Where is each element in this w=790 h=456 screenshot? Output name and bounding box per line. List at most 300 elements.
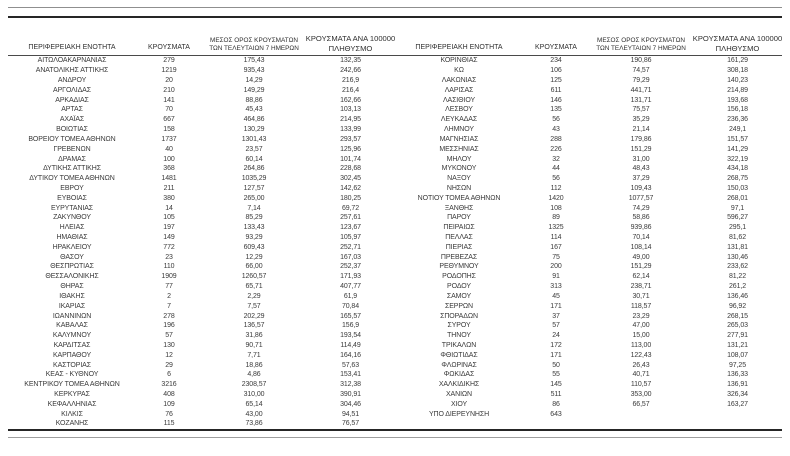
per100k-cell: 81,22: [728, 273, 747, 281]
avg7-cell: 179,86: [630, 135, 652, 143]
avg7-cell: 74,57: [632, 67, 650, 75]
avg7-cell: 18,86: [245, 361, 263, 369]
region-cell: ΘΗΡΑΣ: [60, 283, 84, 291]
cases-cell: 3216: [161, 381, 177, 389]
avg7-cell: 2,29: [247, 292, 261, 300]
avg7-cell: 130,29: [243, 126, 265, 134]
avg7-cell: 1077,57: [628, 194, 654, 202]
per100k-cell: 130,46: [727, 253, 748, 261]
avg7-cell: 149,29: [243, 86, 265, 94]
table-row: [395, 292, 782, 302]
cases-cell: 1481: [161, 175, 177, 183]
table-row: [8, 272, 395, 282]
column-header-cases-label: ΚΡΟΥΣΜΑΤΑ: [148, 44, 190, 52]
cases-cell: 89: [552, 214, 560, 222]
per100k-cell: 133,99: [340, 126, 361, 134]
avg7-cell: 74,29: [632, 204, 650, 212]
table-row: [8, 223, 395, 233]
avg7-cell: 35,29: [632, 116, 650, 124]
avg7-cell: 73,86: [245, 420, 263, 428]
avg7-cell: 122,43: [630, 351, 652, 359]
avg7-cell: 90,71: [245, 341, 263, 349]
region-cell: ΜΕΣΣΗΝΙΑΣ: [439, 145, 479, 153]
cases-cell: 100: [163, 155, 175, 163]
avg7-cell: 12,29: [245, 253, 263, 261]
column-header-per100k-line2: ΠΛΗΘΥΣΜΟ: [328, 43, 373, 53]
per100k-cell: 277,91: [727, 332, 748, 340]
avg7-cell: 45,43: [245, 106, 263, 114]
bottom-rule-thick: [8, 429, 782, 431]
cases-cell: 112: [550, 184, 562, 192]
per100k-cell: 257,61: [340, 214, 361, 222]
table-row: [8, 360, 395, 370]
cases-cell: 91: [552, 273, 560, 281]
cases-cell: 279: [163, 57, 175, 65]
avg7-cell: 310,00: [243, 391, 265, 399]
cases-cell: 1420: [548, 194, 564, 202]
table-row: [395, 203, 782, 213]
avg7-cell: 23,29: [632, 312, 650, 320]
avg7-cell: 265,00: [243, 194, 265, 202]
region-cell: ΜΥΚΟΝΟΥ: [441, 165, 477, 173]
table-row: [8, 370, 395, 380]
column-header-per100k: [306, 18, 395, 55]
region-cell: ΕΒΡΟΥ: [60, 184, 84, 192]
per100k-cell: 94,51: [341, 410, 360, 418]
avg7-cell: 65,71: [245, 283, 263, 291]
per100k-cell: 153,41: [340, 371, 361, 379]
region-cell: ΚΑΒΑΛΑΣ: [56, 322, 88, 330]
table-row: [395, 341, 782, 351]
region-cell: ΛΑΣΙΘΙΟΥ: [442, 96, 476, 104]
per100k-cell: 96,92: [728, 302, 747, 310]
column-header-per100k-line1: ΚΡΟΥΣΜΑΤΑ ΑΝΑ 100000: [692, 34, 783, 44]
cases-cell: 57: [552, 322, 560, 330]
per100k-cell: 322,19: [727, 155, 748, 163]
bottom-rule-thin: [8, 437, 782, 438]
table-row: [8, 203, 395, 213]
avg7-cell: 175,43: [243, 57, 265, 65]
cases-cell: 77: [165, 283, 173, 291]
per100k-cell: 76,57: [341, 420, 360, 428]
per100k-cell: 57,63: [341, 361, 360, 369]
table-row: [8, 115, 395, 125]
avg7-cell: 108,14: [630, 243, 652, 251]
cases-cell: 37: [552, 312, 560, 320]
region-cell: ΣΠΟΡΑΔΩΝ: [440, 312, 478, 320]
cases-cell: 380: [163, 194, 175, 202]
avg7-cell: 79,29: [632, 77, 650, 85]
avg7-cell: 238,71: [630, 283, 652, 291]
table-row: [395, 85, 782, 95]
per100k-cell: 216,4: [341, 86, 360, 94]
per100k-cell: 125,96: [340, 145, 361, 153]
region-cell: ΡΕΘΥΜΝΟΥ: [439, 263, 479, 271]
table-row: [8, 85, 395, 95]
table-row: [395, 233, 782, 243]
cases-cell: 1737: [161, 135, 177, 143]
region-cell: ΘΕΣΠΡΩΤΙΑΣ: [50, 263, 94, 271]
per100k-cell: 156,9: [341, 322, 360, 330]
per100k-cell: 216,9: [341, 77, 360, 85]
per100k-cell: 304,46: [340, 400, 361, 408]
cases-cell: 130: [163, 341, 175, 349]
cases-cell: 772: [163, 243, 175, 251]
cases-cell: 109: [163, 400, 175, 408]
per100k-cell: 193,68: [727, 96, 748, 104]
cases-cell: 226: [550, 145, 562, 153]
cases-cell: 158: [163, 126, 175, 134]
avg7-cell: 7,71: [247, 351, 261, 359]
region-cell: ΚΕΡΚΥΡΑΣ: [54, 391, 90, 399]
column-header-cases: [523, 18, 589, 55]
column-header-avg7-line2: ΤΩΝ ΤΕΛΕΥΤΑΙΩΝ 7 ΗΜΕΡΩΝ: [209, 45, 299, 52]
per100k-cell: 163,27: [727, 400, 748, 408]
avg7-cell: 136,57: [243, 322, 265, 330]
region-cell: ΠΕΛΛΑΣ: [445, 234, 473, 242]
table-row: [395, 350, 782, 360]
table-row: [8, 233, 395, 243]
avg7-cell: 66,57: [632, 400, 650, 408]
table-row: [395, 331, 782, 341]
per100k-cell: 108,07: [727, 351, 748, 359]
region-cell: ΛΑΡΙΣΑΣ: [444, 86, 474, 94]
per100k-cell: 434,18: [727, 165, 748, 173]
per100k-cell: 236,36: [727, 116, 748, 124]
avg7-cell: 62,14: [632, 273, 650, 281]
table-row: [395, 95, 782, 105]
avg7-cell: 935,43: [243, 67, 265, 75]
column-header-cases-label: ΚΡΟΥΣΜΑΤΑ: [535, 44, 577, 52]
region-cell: ΔΡΑΜΑΣ: [58, 155, 86, 163]
table-row: [395, 262, 782, 272]
per100k-cell: 312,38: [340, 381, 361, 389]
region-cell: ΓΡΕΒΕΝΩΝ: [53, 145, 91, 153]
avg7-cell: 190,86: [630, 57, 652, 65]
region-cell: ΝΑΞΟΥ: [447, 175, 471, 183]
per100k-cell: 268,75: [727, 175, 748, 183]
table-row: [395, 66, 782, 76]
avg7-cell: 40,71: [632, 371, 650, 379]
table-row: [8, 95, 395, 105]
per100k-cell: 142,62: [340, 184, 361, 192]
per100k-cell: 103,13: [340, 106, 361, 114]
region-cell: ΕΥΡΥΤΑΝΙΑΣ: [50, 204, 94, 212]
region-cell: ΙΩΑΝΝΙΝΩΝ: [52, 312, 92, 320]
cases-cell: 288: [550, 135, 562, 143]
region-cell: ΚΙΛΚΙΣ: [61, 410, 83, 418]
cases-cell: 44: [552, 165, 560, 173]
cases-cell: 56: [552, 175, 560, 183]
avg7-cell: 37,29: [632, 175, 650, 183]
per100k-cell: 81,62: [728, 234, 747, 242]
avg7-cell: 2308,57: [241, 381, 267, 389]
region-cell: ΛΕΣΒΟΥ: [445, 106, 473, 114]
per100k-cell: 114,49: [340, 341, 361, 349]
column-header-region: [8, 18, 136, 55]
column-header-per100k-line2: ΠΛΗΘΥΣΜΟ: [715, 43, 760, 53]
per100k-cell: 141,29: [727, 145, 748, 153]
per100k-cell: 101,74: [340, 155, 361, 163]
avg7-cell: 264,86: [243, 165, 265, 173]
avg7-cell: 15,00: [632, 332, 650, 340]
avg7-cell: 65,14: [245, 400, 263, 408]
region-cell: ΑΡΚΑΔΙΑΣ: [55, 96, 89, 104]
table-row: [8, 311, 395, 321]
table-row: [395, 144, 782, 154]
table-row: [395, 409, 782, 419]
cases-cell: 57: [165, 332, 173, 340]
per100k-cell: 167,03: [340, 253, 361, 261]
per100k-cell: 164,16: [340, 351, 361, 359]
region-cell: ΣΑΜΟΥ: [446, 292, 472, 300]
cases-cell: 313: [550, 283, 562, 291]
table-row: [8, 252, 395, 262]
per100k-cell: 69,72: [341, 204, 360, 212]
table-row: [395, 213, 782, 223]
avg7-cell: 464,86: [243, 116, 265, 124]
cases-cell: 55: [552, 371, 560, 379]
cases-cell: 32: [552, 155, 560, 163]
per100k-cell: 228,68: [340, 165, 361, 173]
per100k-cell: 123,67: [340, 224, 361, 232]
cases-cell: 210: [163, 86, 175, 94]
per100k-cell: 295,1: [728, 224, 747, 232]
cases-cell: 110: [163, 263, 175, 271]
region-cell: ΧΑΝΙΩΝ: [445, 391, 473, 399]
region-cell: ΒΟΙΩΤΙΑΣ: [56, 126, 88, 134]
per100k-cell: 214,89: [727, 86, 748, 94]
per100k-cell: 105,97: [340, 234, 361, 242]
per100k-cell: 265,03: [727, 322, 748, 330]
region-cell: ΘΑΣΟΥ: [60, 253, 84, 261]
table-row: [8, 321, 395, 331]
avg7-cell: 133,43: [243, 224, 265, 232]
cases-cell: 145: [550, 381, 562, 389]
cases-cell: 86: [552, 400, 560, 408]
region-cell: ΜΑΓΝΗΣΙΑΣ: [439, 135, 479, 143]
table-row: [8, 341, 395, 351]
region-cell: ΗΡΑΚΛΕΙΟΥ: [52, 243, 92, 251]
cases-cell: 368: [163, 165, 175, 173]
avg7-cell: 93,29: [245, 234, 263, 242]
cases-cell: 106: [550, 67, 562, 75]
region-cell: ΤΗΝΟΥ: [447, 332, 471, 340]
per100k-cell: 252,37: [340, 263, 361, 271]
region-cell: ΕΥΒΟΙΑΣ: [57, 194, 87, 202]
table-row: [8, 380, 395, 390]
cases-cell: 50: [552, 361, 560, 369]
cases-cell: 6: [167, 371, 171, 379]
per100k-cell: 165,57: [340, 312, 361, 320]
table-row: [8, 154, 395, 164]
cases-cell: 172: [550, 341, 562, 349]
region-cell: ΝΗΣΩΝ: [446, 184, 472, 192]
region-cell: ΗΜΑΘΙΑΣ: [56, 234, 88, 242]
cases-cell: 1219: [161, 67, 177, 75]
avg7-cell: 353,00: [630, 391, 652, 399]
table-row: [395, 223, 782, 233]
table-row: [8, 409, 395, 419]
per100k-cell: 596,27: [727, 214, 748, 222]
region-cell: ΚΑΡΔΙΤΣΑΣ: [53, 341, 91, 349]
region-cell: ΚΑΣΤΟΡΙΑΣ: [53, 361, 91, 369]
region-cell: ΙΘΑΚΗΣ: [59, 292, 85, 300]
region-cell: ΦΘΙΩΤΙΔΑΣ: [440, 351, 478, 359]
table-row: [8, 76, 395, 86]
per100k-cell: 131,21: [727, 341, 748, 349]
cases-cell: 75: [552, 253, 560, 261]
cases-cell: 12: [165, 351, 173, 359]
table-row: [8, 331, 395, 341]
table-row: [395, 105, 782, 115]
table-row: [395, 301, 782, 311]
avg7-cell: 7,14: [247, 204, 261, 212]
avg7-cell: 88,86: [245, 96, 263, 104]
avg7-cell: 441,71: [630, 86, 652, 94]
table-row: [8, 144, 395, 154]
avg7-cell: 75,57: [632, 106, 650, 114]
table-row: [8, 66, 395, 76]
per100k-cell: 156,18: [727, 106, 748, 114]
table-row: [395, 321, 782, 331]
region-cell: ΣΥΡΟΥ: [447, 322, 471, 330]
column-header-region-label: ΠΕΡΙΦΕΡΕΙΑΚΗ ΕΝΟΤΗΤΑ: [415, 44, 503, 52]
per100k-cell: 162,66: [340, 96, 361, 104]
avg7-cell: 26,43: [632, 361, 650, 369]
table-row: [8, 282, 395, 292]
avg7-cell: 113,00: [630, 341, 652, 349]
table-row: [395, 154, 782, 164]
avg7-cell: 109,43: [630, 184, 652, 192]
cases-cell: 105: [163, 214, 175, 222]
per100k-cell: 136,46: [727, 292, 748, 300]
cases-cell: 14: [165, 204, 173, 212]
table-row: [395, 125, 782, 135]
table-row: [8, 135, 395, 145]
region-cell: ΧΙΟΥ: [450, 400, 468, 408]
right-table-header: [395, 18, 782, 55]
cases-cell: 167: [550, 243, 562, 251]
region-cell: ΑΝΔΡΟΥ: [57, 77, 87, 85]
avg7-cell: 151,29: [630, 145, 652, 153]
avg7-cell: 939,86: [630, 224, 652, 232]
cases-cell: 1325: [548, 224, 564, 232]
per100k-cell: 97,25: [728, 361, 747, 369]
region-cell: ΚΑΡΠΑΘΟΥ: [52, 351, 92, 359]
per100k-cell: 326,34: [727, 391, 748, 399]
cases-cell: 211: [163, 184, 175, 192]
per100k-cell: 193,54: [340, 332, 361, 340]
region-cell: ΑΡΓΟΛΙΔΑΣ: [53, 86, 91, 94]
per100k-cell: 131,81: [727, 243, 748, 251]
table-row: [8, 350, 395, 360]
avg7-cell: 58,86: [632, 214, 650, 222]
avg7-cell: 1301,43: [241, 135, 267, 143]
avg7-cell: 70,14: [632, 234, 650, 242]
table-row: [8, 399, 395, 409]
table-row: [395, 390, 782, 400]
table-row: [8, 262, 395, 272]
column-header-cases: [136, 18, 202, 55]
column-header-avg7-line2: ΤΩΝ ΤΕΛΕΥΤΑΙΩΝ 7 ΗΜΕΡΩΝ: [596, 45, 686, 52]
cases-cell: 76: [165, 410, 173, 418]
region-cell: ΙΚΑΡΙΑΣ: [58, 302, 86, 310]
per100k-cell: 293,57: [340, 135, 361, 143]
table-row: [395, 311, 782, 321]
avg7-cell: 66,00: [245, 263, 263, 271]
per100k-cell: 151,57: [727, 135, 748, 143]
table-row: [8, 301, 395, 311]
cases-cell: 1909: [161, 273, 177, 281]
per100k-cell: 161,29: [727, 57, 748, 65]
region-cell: ΛΕΥΚΑΔΑΣ: [440, 116, 478, 124]
per100k-cell: 233,62: [727, 263, 748, 271]
per100k-cell: 140,23: [727, 77, 748, 85]
region-cell: ΠΙΕΡΙΑΣ: [445, 243, 473, 251]
per100k-cell: 242,66: [340, 67, 361, 75]
table-row: [8, 390, 395, 400]
region-cell: ΡΟΔΟΠΗΣ: [442, 273, 476, 281]
region-cell: ΑΝΑΤΟΛΙΚΗΣ ΑΤΤΙΚΗΣ: [35, 67, 109, 75]
per100k-cell: 252,71: [340, 243, 361, 251]
per100k-cell: 70,84: [341, 302, 360, 310]
region-cell: ΚΕΝΤΡΙΚΟΥ ΤΟΜΕΑ ΑΘΗΝΩΝ: [24, 381, 120, 389]
cases-cell: 108: [550, 204, 562, 212]
table-body: [8, 56, 782, 429]
per100k-cell: 268,01: [727, 194, 748, 202]
cases-cell: 43: [552, 126, 560, 134]
column-header-avg7: [589, 18, 693, 55]
per100k-cell: 261,2: [728, 283, 747, 291]
avg7-cell: 47,00: [632, 322, 650, 330]
per100k-cell: 390,91: [340, 391, 361, 399]
per100k-cell: 302,45: [340, 175, 361, 183]
cases-cell: 29: [165, 361, 173, 369]
table-row: [8, 105, 395, 115]
cases-cell: 20: [165, 77, 173, 85]
cases-cell: 125: [550, 77, 562, 85]
avg7-cell: 118,57: [630, 302, 652, 310]
avg7-cell: 7,57: [247, 302, 261, 310]
column-header-per100k-line1: ΚΡΟΥΣΜΑΤΑ ΑΝΑ 100000: [305, 34, 396, 44]
region-cell: ΚΕΑΣ - ΚΥΘΝΟΥ: [45, 371, 99, 379]
table-row: [8, 56, 395, 66]
cases-cell: 171: [550, 302, 562, 310]
region-cell: ΝΟΤΙΟΥ ΤΟΜΕΑ ΑΘΗΝΩΝ: [417, 194, 501, 202]
per100k-cell: 136,33: [727, 371, 748, 379]
left-table-header: [8, 18, 395, 55]
per100k-cell: 308,18: [727, 67, 748, 75]
table-row: [395, 76, 782, 86]
avg7-cell: 1035,29: [241, 175, 267, 183]
avg7-cell: 30,71: [632, 292, 650, 300]
table-row: [395, 380, 782, 390]
table-row: [395, 370, 782, 380]
column-header-avg7: [202, 18, 306, 55]
region-cell: ΠΑΡΟΥ: [447, 214, 471, 222]
avg7-cell: 49,00: [632, 253, 650, 261]
cases-cell: 278: [163, 312, 175, 320]
cases-cell: 40: [165, 145, 173, 153]
avg7-cell: 131,71: [630, 96, 652, 104]
column-header-avg7-line1: ΜΕΣΟΣ ΟΡΟΣ ΚΡΟΥΣΜΑΤΩΝ: [210, 37, 298, 44]
cases-cell: 197: [163, 224, 175, 232]
table-row: [8, 125, 395, 135]
avg7-cell: 21,14: [632, 126, 650, 134]
table-row: [395, 184, 782, 194]
region-cell: ΑΙΤΩΛΟΑΚΑΡΝΑΝΙΑΣ: [37, 57, 107, 65]
